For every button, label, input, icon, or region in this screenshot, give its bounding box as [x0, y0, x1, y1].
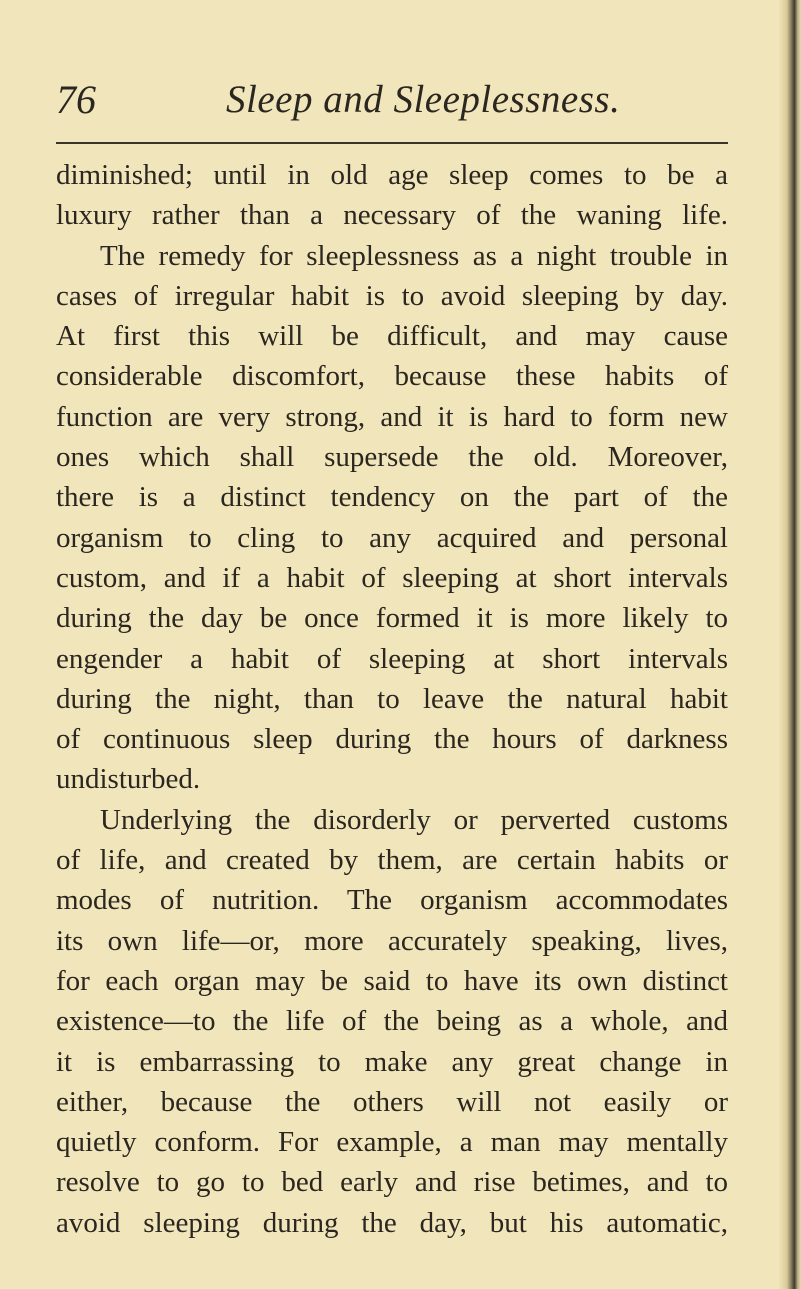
text-line: there is a distinct tendency on the part of the [56, 481, 728, 514]
text-line: of continuous sleep during the hours of darkness [56, 723, 728, 756]
text-line: quietly conform. For example, a man may mentally [56, 1126, 728, 1159]
text-line: diminished; until in old age sleep comes to be a [56, 159, 728, 191]
page-edge-shadow [779, 0, 801, 1289]
text-line: it is embarrassing to make any great change in [56, 1045, 728, 1078]
page-number: 76 [56, 77, 96, 122]
running-title: Sleep and Sleeplessness. [226, 78, 621, 121]
text-line: avoid sleeping during the day, but his automatic, [56, 1206, 728, 1239]
text-line: modes of nutrition. The organism accommodates [56, 884, 728, 917]
text-line: The remedy for sleeplessness as a night trouble in [100, 239, 728, 272]
text-line: existence—to the life of the being as a whole, and [56, 1005, 728, 1038]
text-line: luxury rather than a necessary of the waning life. [56, 199, 728, 232]
text-line: either, because the others will not easily or [56, 1085, 728, 1118]
header-rule [56, 142, 728, 144]
text-line: of life, and created by them, are certain habits or [56, 844, 728, 877]
text-line: undisturbed. [56, 763, 201, 796]
text-line: ones which shall supersede the old. Moreover, [56, 441, 728, 474]
text-line: resolve to go to bed early and rise betimes, and to [56, 1166, 728, 1199]
text-line: during the day be once formed it is more likely to [56, 602, 728, 635]
text-line: At first this will be difficult, and may cause [56, 320, 728, 353]
body-text [56, 155, 728, 1243]
text-line: cases of irregular habit is to avoid sleeping by day. [56, 279, 728, 312]
text-line: function are very strong, and it is hard to form new [56, 400, 728, 433]
text-line: engender a habit of sleeping at short intervals [56, 642, 728, 675]
text-line: its own life—or, more accurately speaking, lives, [56, 924, 728, 957]
page-header [56, 74, 728, 126]
text-line: organism to cling to any acquired and personal [56, 521, 728, 554]
text-line: Underlying the disorderly or perverted customs [100, 803, 728, 836]
text-line: during the night, than to leave the natural habit [56, 682, 728, 715]
text-line: custom, and if a habit of sleeping at short intervals [56, 561, 728, 594]
text-line: for each organ may be said to have its own distinct [56, 964, 728, 997]
text-line: considerable discomfort, because these habits of [56, 360, 728, 393]
